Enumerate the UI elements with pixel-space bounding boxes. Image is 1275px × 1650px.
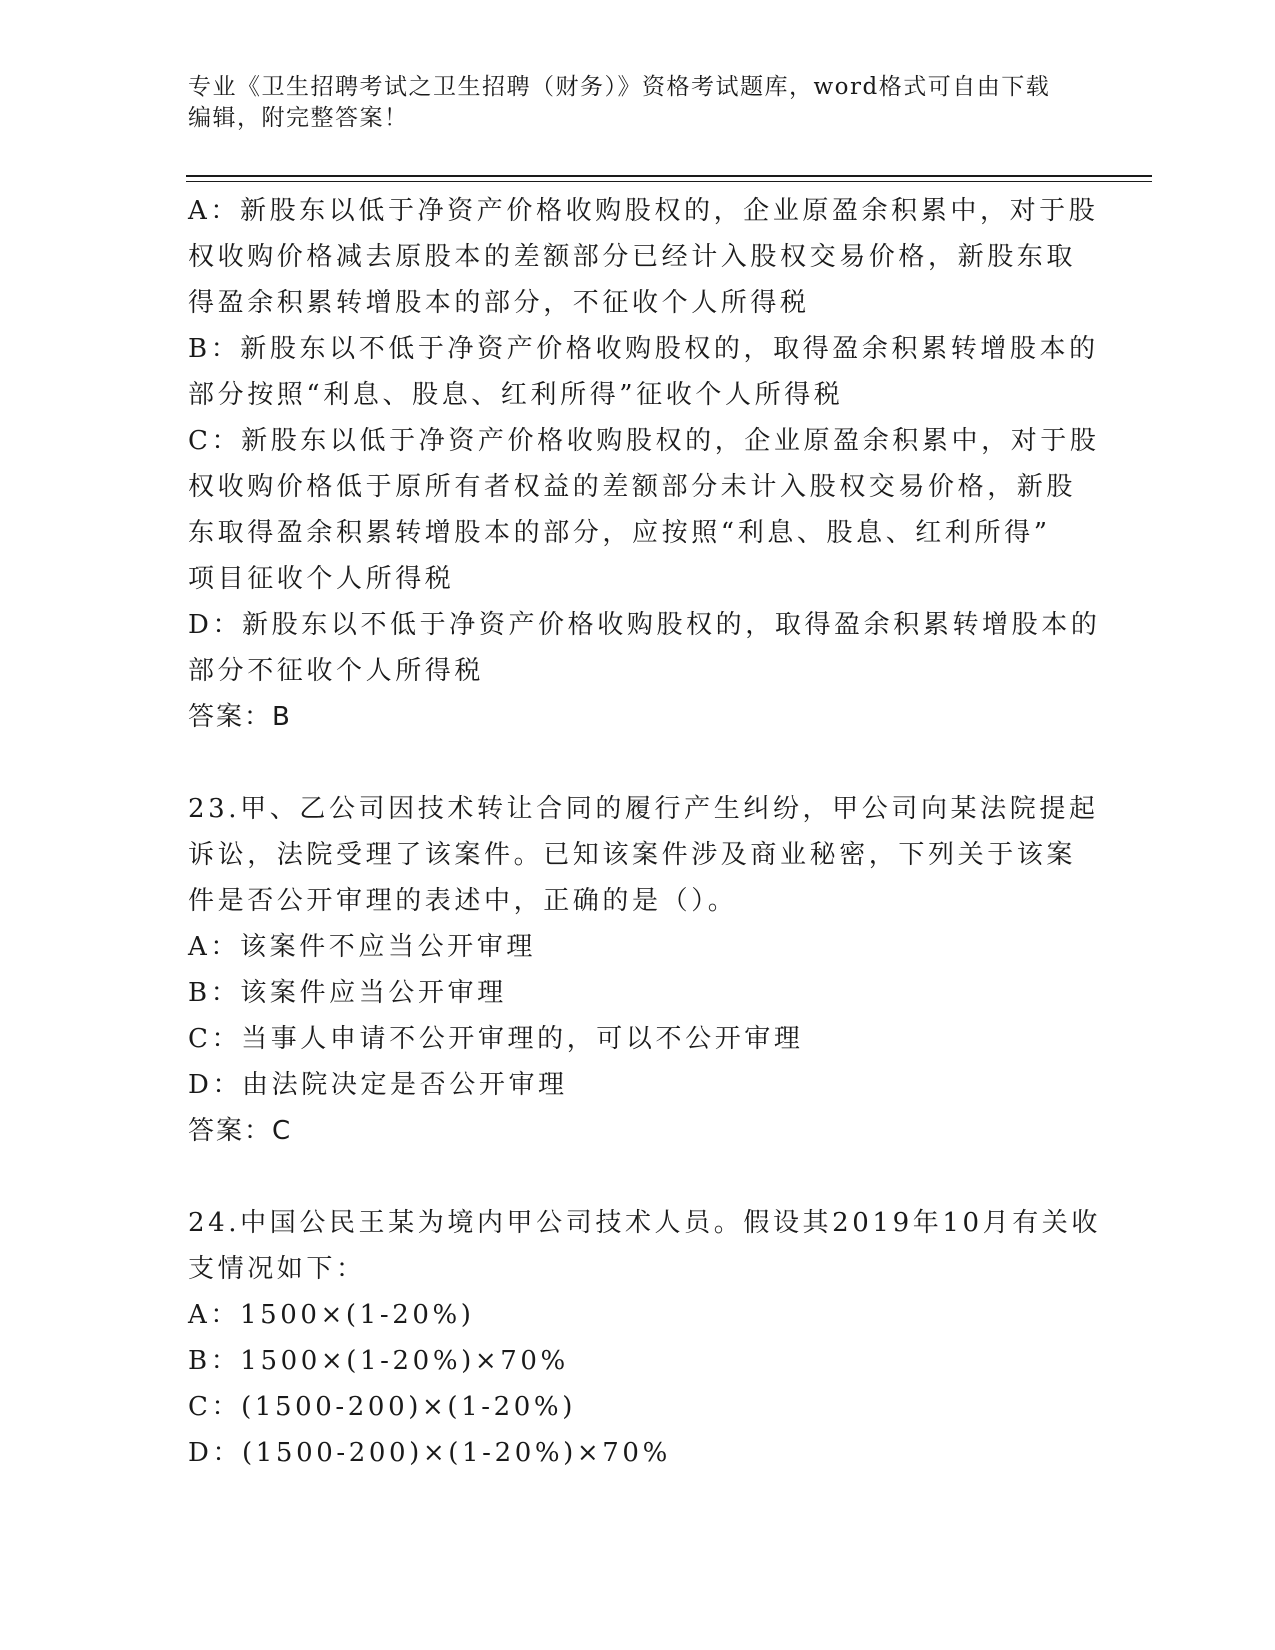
q23-stem-line: 件是否公开审理的表述中，正确的是（）。: [188, 886, 738, 916]
header-line-1: 专业《卫生招聘考试之卫生招聘（财务）》资格考试题库，word格式可自由下载: [188, 74, 1051, 100]
q23-answer: 答案：C: [188, 1116, 293, 1146]
spacer: [188, 1154, 1088, 1200]
q22-option-a-line: 得盈余积累转增股本的部分，不征收个人所得税: [188, 288, 810, 318]
document-header: [188, 72, 1068, 134]
header-line-2: 编辑，附完整答案！: [188, 105, 409, 131]
question-22: [188, 188, 1101, 740]
q23-stem: [188, 786, 1099, 924]
q23-option-d: D：由法院决定是否公开审理: [188, 1070, 568, 1100]
q24-option-a: A：1500×(1-20%): [188, 1300, 475, 1330]
q23-option-c: C：当事人申请不公开审理的，可以不公开审理: [188, 1024, 804, 1054]
q23-option-a: A：该案件不应当公开审理: [188, 932, 536, 962]
header-divider-thin: [186, 181, 1152, 182]
q22-option-a-line: A：新股东以低于净资产价格收购股权的，企业原盈余积累中，对于股: [188, 196, 1099, 226]
q22-option-b-line: B：新股东以不低于净资产价格收购股权的，取得盈余积累转增股本的: [188, 334, 1099, 364]
q22-option-c: [188, 418, 1100, 602]
q22-option-b-line: 部分按照“利息、股息、红利所得”征收个人所得税: [188, 380, 844, 410]
q22-option-b: [188, 326, 1099, 418]
question-24: [188, 1200, 1102, 1476]
q22-option-c-line: 权收购价格低于原所有者权益的差额部分未计入股权交易价格，新股: [188, 472, 1077, 502]
q22-option-d-line: D：新股东以不低于净资产价格收购股权的，取得盈余积累转增股本的: [188, 610, 1101, 640]
spacer: [188, 740, 1088, 786]
q22-option-c-line: 东取得盈余积累转增股本的部分，应按照“利息、股息、红利所得”: [188, 518, 1051, 548]
q24-option-b: B：1500×(1-20%)×70%: [188, 1346, 569, 1376]
q22-option-d: [188, 602, 1101, 694]
q22-option-a-line: 权收购价格减去原股本的差额部分已经计入股权交易价格，新股东取: [188, 242, 1077, 272]
q24-stem-line: 24.中国公民王某为境内甲公司技术人员。假设其2019年10月有关收: [188, 1208, 1102, 1238]
header-divider-thick: [186, 175, 1152, 177]
q24-stem-line: 支情况如下：: [188, 1254, 366, 1284]
q22-option-d-line: 部分不征收个人所得税: [188, 656, 485, 686]
q22-answer: 答案：B: [188, 702, 292, 732]
q23-stem-line: 23.甲、乙公司因技术转让合同的履行产生纠纷，甲公司向某法院提起: [188, 794, 1099, 824]
question-23: [188, 786, 1099, 1154]
q23-stem-line: 诉讼，法院受理了该案件。已知该案件涉及商业秘密，下列关于该案: [188, 840, 1077, 870]
q24-stem: [188, 1200, 1102, 1292]
q22-option-c-line: C：新股东以低于净资产价格收购股权的，企业原盈余积累中，对于股: [188, 426, 1100, 456]
q24-option-d: D：(1500-200)×(1-20%)×70%: [188, 1438, 671, 1468]
q22-option-c-line: 项目征收个人所得税: [188, 564, 455, 594]
q24-option-c: C：(1500-200)×(1-20%): [188, 1392, 576, 1422]
q23-option-b: B：该案件应当公开审理: [188, 978, 507, 1008]
question-content: [188, 188, 1102, 1476]
q22-option-a: [188, 188, 1099, 326]
